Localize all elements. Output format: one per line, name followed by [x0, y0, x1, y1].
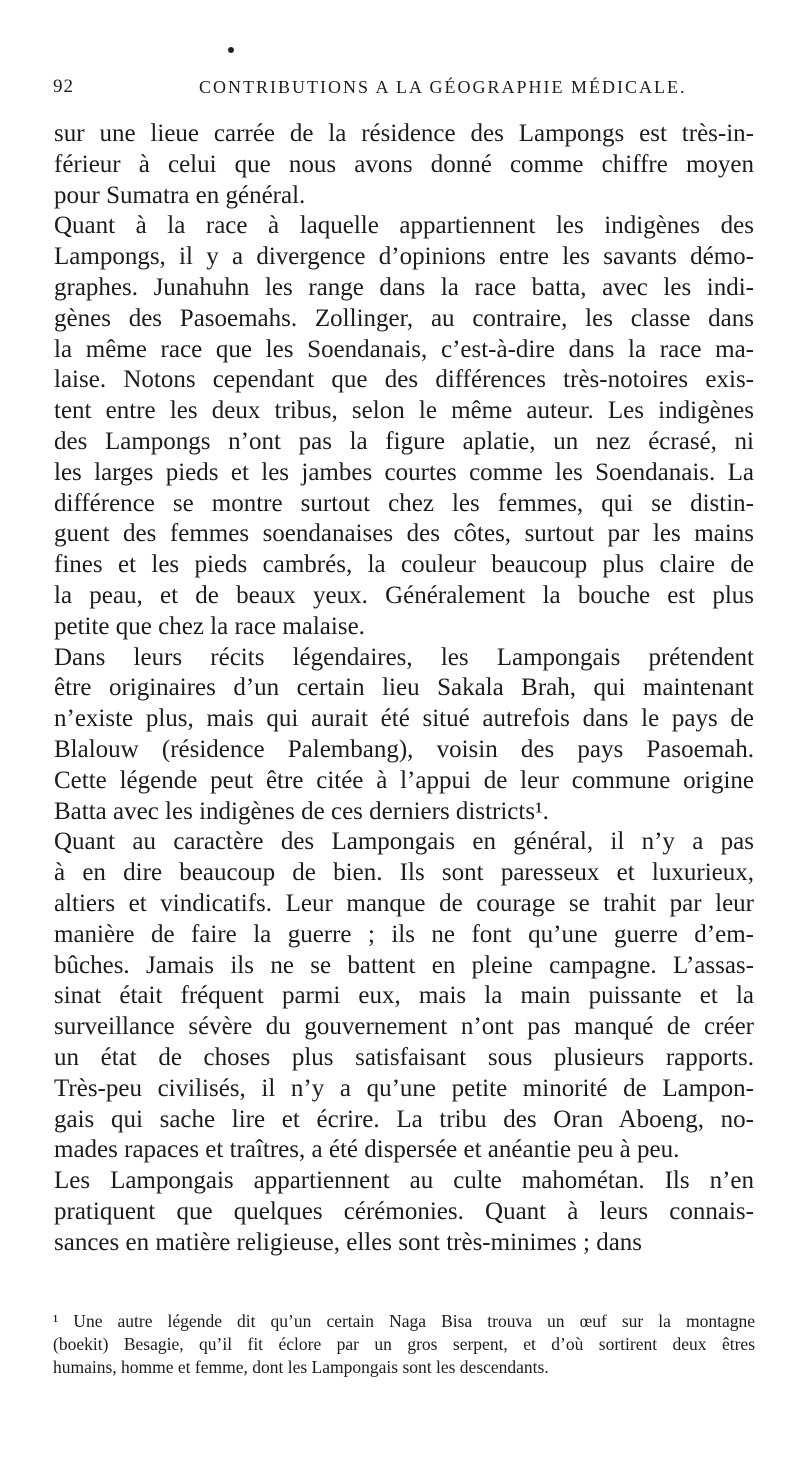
- text-line: être originaires d’un certain lieu Sakala Brah, qui maintenant: [54, 674, 754, 702]
- text-line: sances en matière religieuse, elles sont très-minimes ; dans: [54, 1228, 643, 1256]
- text-line: Batta avec les indigènes de ces derniers districts¹.: [54, 797, 549, 825]
- text-line: des Lampongs n’ont pas la figure aplatie, un nez écrasé, ni: [54, 427, 754, 455]
- footnote-line: ¹ Une autre légende dit qu’un certain Naga Bisa trouva un œuf sur la montagne: [53, 1311, 755, 1331]
- text-line: surveillance sévère du gouvernement n’ont pas manqué de créer: [54, 1013, 754, 1041]
- text-line: Quant à la race à laquelle appartiennent les indigènes des: [54, 212, 754, 240]
- page-header: [53, 76, 753, 104]
- text-line: petite que chez la race malaise.: [54, 612, 365, 640]
- text-line: n’existe plus, mais qui aurait été situé autrefois dans le pays de: [54, 705, 754, 733]
- text-line: Cette légende peut être citée à l’appui de leur commune origine: [54, 766, 754, 794]
- text-line: différence se montre surtout chez les femmes, qui se distin-: [54, 489, 754, 517]
- text-line: sinat était fréquent parmi eux, mais la main puissante et la: [54, 982, 754, 1010]
- text-line: mades rapaces et traîtres, a été dispersée et anéantie peu à peu.: [54, 1136, 680, 1164]
- text-line: la peau, et de beaux yeux. Généralement la bouche est plus: [54, 581, 754, 609]
- text-line: Très-peu civilisés, il n’y a qu’une petite minorité de Lampon-: [54, 1074, 754, 1102]
- text-line: manière de faire la guerre ; ils ne font qu’une guerre d’em-: [54, 920, 754, 948]
- running-title: CONTRIBUTIONS A LA GÉOGRAPHIE MÉDICALE.: [199, 77, 687, 97]
- text-line: Quant au caractère des Lampongais en général, il n’y a pas: [54, 828, 754, 856]
- text-line: guent des femmes soendanaises des côtes, surtout par les mains: [54, 520, 754, 548]
- text-line: sur une lieue carrée de la résidence des Lampongs est très-in-: [54, 120, 754, 147]
- text-line: férieur à celui que nous avons donné comme chiffre moyen: [54, 150, 754, 178]
- text-line: pour Sumatra en général.: [54, 181, 306, 209]
- text-line: Dans leurs récits légendaires, les Lampongais prétendent: [54, 643, 754, 671]
- text-line: gènes des Pasoemahs. Zollinger, au contraire, les classe dans: [54, 304, 754, 332]
- footnote-line: humains, homme et femme, dont les Lampongais sont les descendants.: [53, 1357, 549, 1377]
- page-number: 92: [53, 76, 74, 97]
- text-line: Lampongs, il y a divergence d’opinions entre les savants démo-: [54, 243, 754, 271]
- text-line: laise. Notons cependant que des différences très-notoires exis-: [54, 366, 754, 394]
- body-text: [54, 119, 754, 1258]
- ink-dot: [228, 47, 234, 53]
- text-line: gais qui sache lire et écrire. La tribu des Oran Aboeng, no-: [54, 1105, 754, 1133]
- text-line: les larges pieds et les jambes courtes comme les Soendanais. La: [54, 458, 754, 486]
- text-line: tent entre les deux tribus, selon le même auteur. Les indigènes: [54, 397, 754, 425]
- text-line: Blalouw (résidence Palembang), voisin des pays Pasoemah.: [54, 735, 754, 763]
- text-line: bûches. Jamais ils ne se battent en pleine campagne. L’assas-: [54, 951, 754, 979]
- text-line: altiers et vindicatifs. Leur manque de courage se trahit par leur: [54, 889, 754, 917]
- text-line: graphes. Junahuhn les range dans la race batta, avec les indi-: [54, 273, 754, 301]
- text-line: pratiquent que quelques cérémonies. Quant à leurs connais-: [54, 1197, 754, 1225]
- text-line: à en dire beaucoup de bien. Ils sont paresseux et luxurieux,: [54, 859, 754, 887]
- text-line: la même race que les Soendanais, c’est-à-dire dans la race ma-: [54, 335, 754, 363]
- text-line: Les Lampongais appartiennent au culte mahométan. Ils n’en: [54, 1167, 754, 1195]
- text-line: fines et les pieds cambrés, la couleur beaucoup plus claire de: [54, 551, 754, 579]
- footnotes: [53, 1310, 755, 1379]
- text-line: un état de choses plus satisfaisant sous plusieurs rapports.: [54, 1043, 754, 1071]
- footnote-line: (boekit) Besagie, qu’il fit éclore par un gros serpent, et d’où sortirent deux êtres: [53, 1334, 755, 1354]
